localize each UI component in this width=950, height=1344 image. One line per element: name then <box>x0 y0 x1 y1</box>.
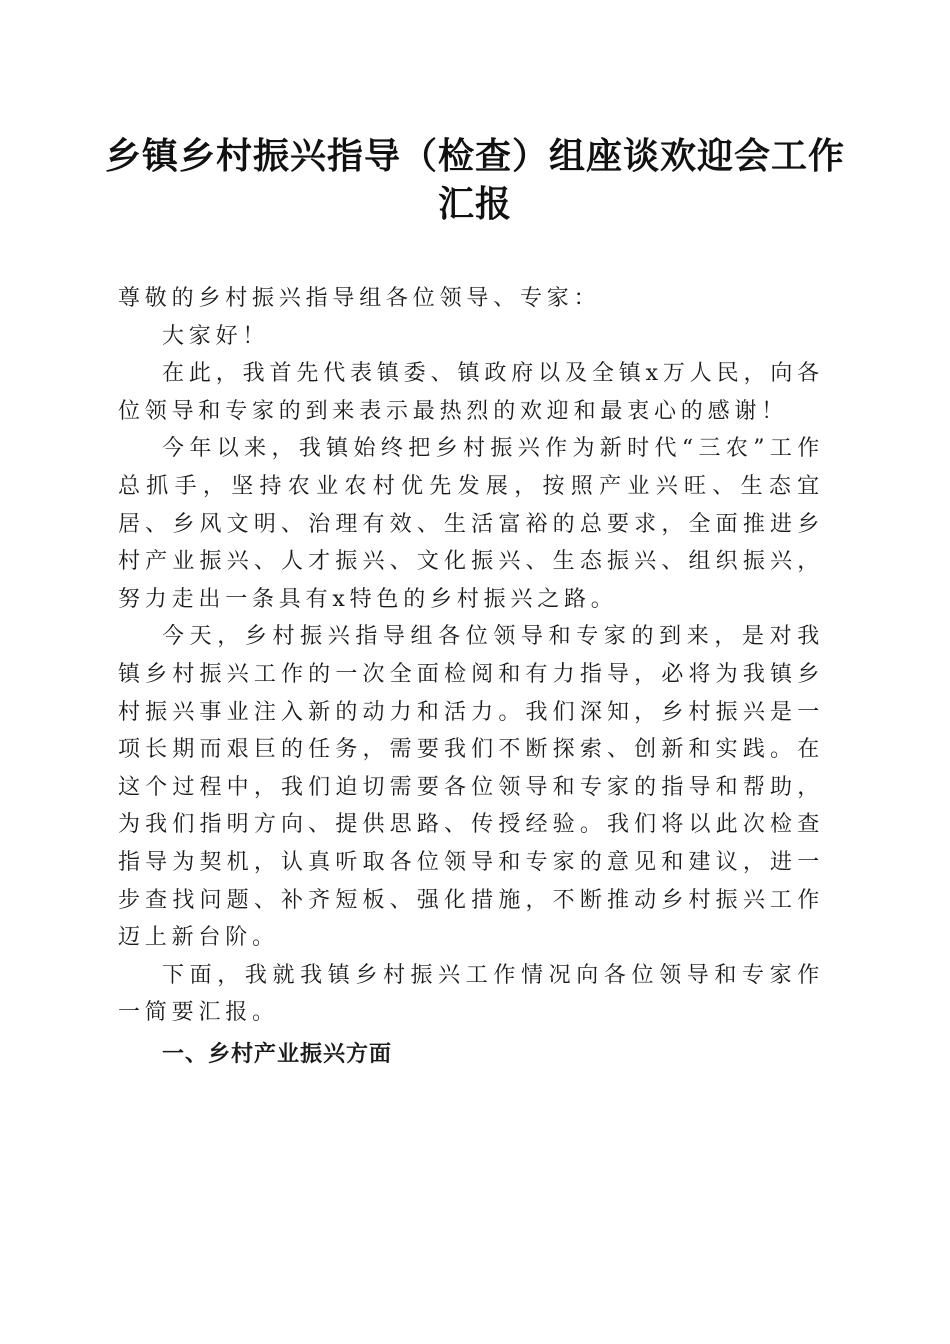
section-heading: 一、乡村产业振兴方面 <box>162 1041 393 1067</box>
paragraph-overview: 今年以来，我镇始终把乡村振兴作为新时代“三农”工作总抓手，坚持农业农村优先发展，按照产业兴旺、生态宜居、乡风文明、治理有效、生活富裕的总要求，全面推进乡村产业振兴、人才振兴、文化振兴、生态振兴、组织振兴，努力走出一条具有x特色的乡村振兴之路。 <box>118 436 824 612</box>
paragraph-report-intro: 下面，我就我镇乡村振兴工作情况向各位领导和专家作一简要汇报。 <box>118 962 824 1026</box>
greeting: 大家好！ <box>162 323 270 349</box>
paragraph-guidance: 今天，乡村振兴指导组各位领导和专家的到来，是对我镇乡村振兴工作的一次全面检阅和有力指导，必将为我镇乡村振兴事业注入新的动力和活力。我们深知，乡村振兴是一项长期而艰巨的任务，需要我们不断探索、创新和实践。在这个过程中，我们迫切需要各位领导和专家的指导和帮助，为我们指明方向、提供思路、传授经验。我们将以此次检查指导为契机，认真听取各位领导和专家的意见和建议，进一步查找问题、补齐短板、强化措施，不断推动乡村振兴工作迈上新台阶。 <box>118 624 824 951</box>
document-body <box>118 280 824 1073</box>
document-title: 乡镇乡村振兴指导（检查）组座谈欢迎会工作汇报 <box>104 135 845 225</box>
paragraph-welcome: 在此，我首先代表镇委、镇政府以及全镇x万人民，向各位领导和专家的到来表示最热烈的欢迎和最衷心的感谢！ <box>118 361 824 424</box>
salutation: 尊敬的乡村振兴指导组各位领导、专家： <box>118 286 601 311</box>
